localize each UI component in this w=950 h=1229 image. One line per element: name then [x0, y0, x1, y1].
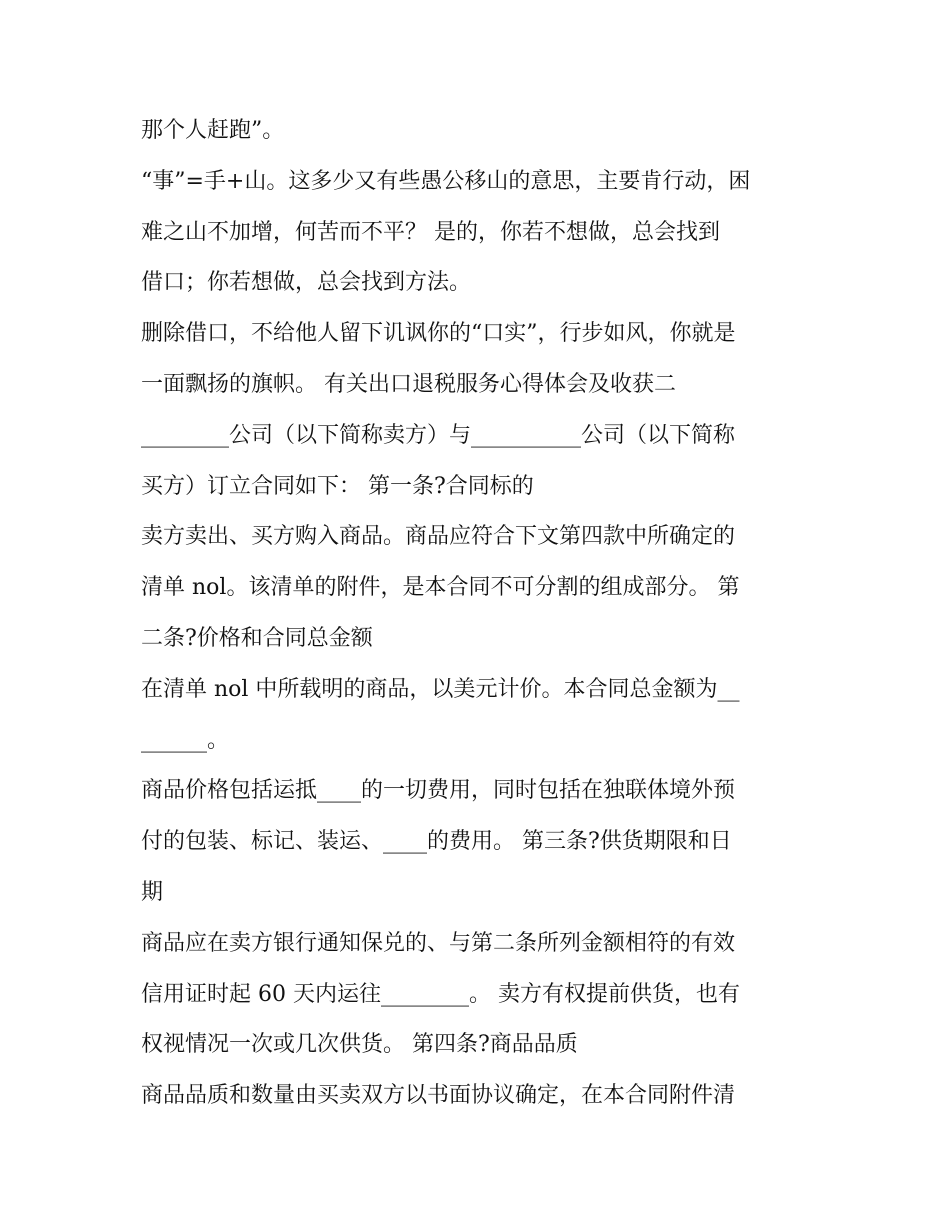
text-line: 那个人赶跑”。	[141, 118, 285, 143]
text-line: 一面飘扬的旗帜。 有关出口退税服务心得体会及收获二	[141, 371, 676, 397]
text-line: 清单 nol。该清单的附件，是本合同不可分割的组成部分。 第	[141, 575, 740, 601]
text-line: 卖方卖出、买方购入商品。商品应符合下文第四款中所确定的	[141, 524, 736, 550]
text-line: 付的包装、标记、装运、____的费用。 第三条?供货期限和日	[141, 829, 732, 855]
text-line: ______。	[141, 727, 230, 753]
text-line: 在清单 nol 中所载明的商品，以美元计价。本合同总金额为__	[141, 676, 740, 702]
text-line: 期	[141, 879, 164, 905]
text-line: 商品应在卖方银行通知保兑的、与第二条所列金额相符的有效	[141, 930, 736, 956]
text-line: 难之山不加增，何苦而不平？ 是的，你若不想做，总会找到	[141, 219, 720, 245]
text-line: 商品价格包括运抵____的一切费用，同时包括在独联体境外预	[141, 778, 736, 804]
text-line: 删除借口，不给他人留下讥讽你的“口实”，行步如风，你就是	[141, 321, 736, 347]
text-line: 商品品质和数量由买卖双方以书面协议确定，在本合同附件清	[141, 1083, 736, 1109]
text-line: 权视情况一次或几次供货。 第四条?商品品质	[141, 1032, 578, 1058]
text-line: 买方）订立合同如下： 第一条?合同标的	[141, 473, 534, 499]
text-line: “事”=手+山。这多少又有些愚公移山的意思，主要肯行动，困	[141, 168, 751, 194]
text-line: 借口；你若想做，总会找到方法。	[141, 270, 472, 296]
text-line: 二条?价格和合同总金额	[141, 625, 373, 651]
text-line: 信用证时起 60 天内运往________。 卖方有权提前供货，也有	[141, 981, 740, 1007]
document-body	[141, 106, 813, 1122]
text-line: ________公司（以下简称卖方）与__________公司（以下简称	[141, 422, 736, 448]
